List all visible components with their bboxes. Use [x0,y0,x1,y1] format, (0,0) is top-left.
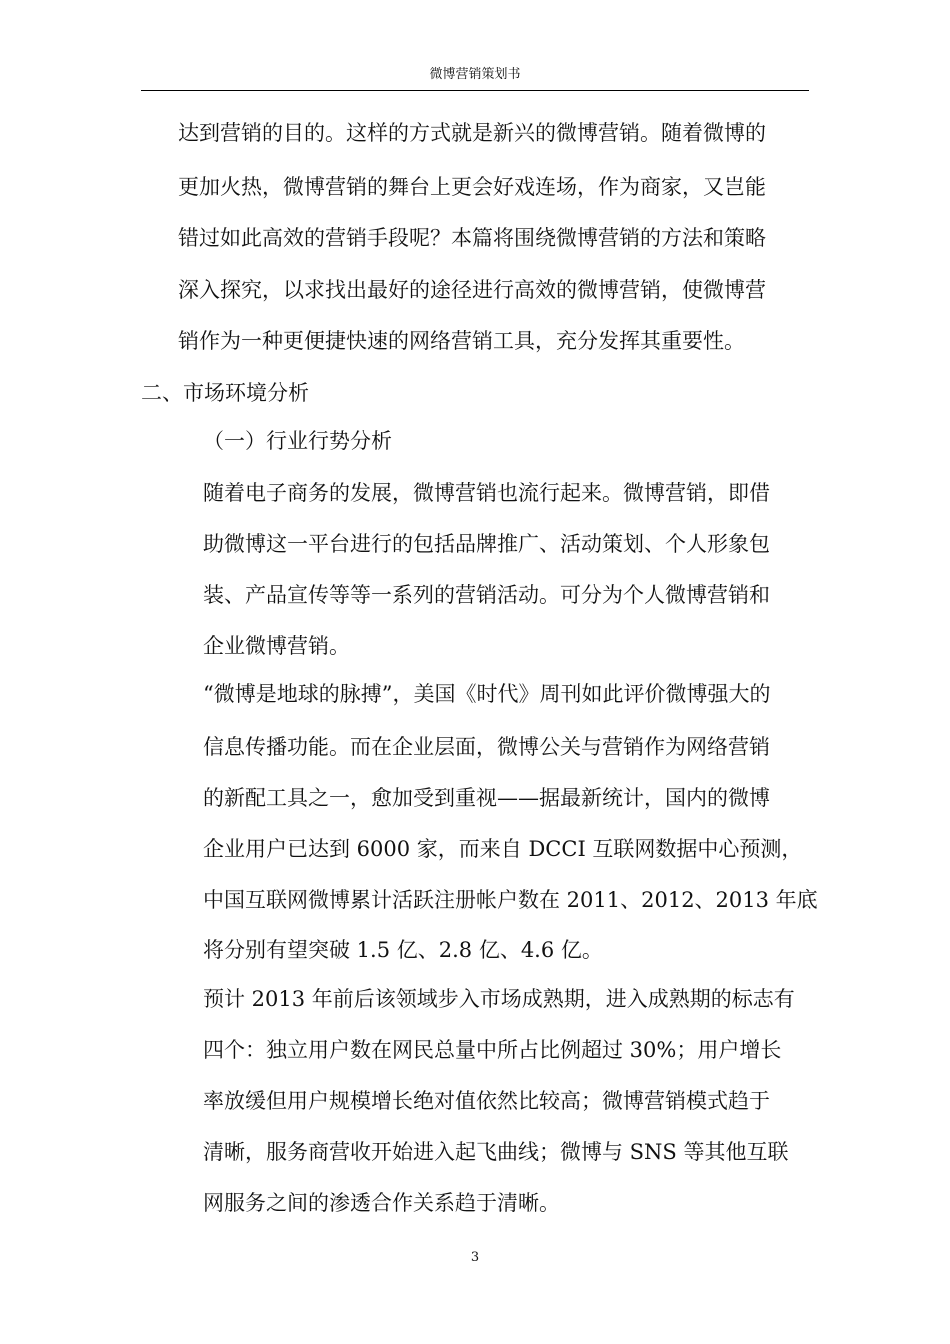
page-number: 3 [470,1250,480,1265]
text-line: 清晰，服务商营收开始进入起飞曲线；微博与 SNS 等其他互联 [203,1140,789,1164]
text-line: 预计 2013 年前后该领域步入市场成熟期，进入成熟期的标志有 [203,987,795,1011]
text-line: 网服务之间的渗透合作关系趋于清晰。 [203,1191,560,1215]
text-line: 将分别有望突破 1.5 亿、2.8 亿、4.6 亿。 [203,938,603,962]
text-line: 随着电子商务的发展，微博营销也流行起来。微博营销，即借 [203,481,770,505]
text-line: 错过如此高效的营销手段呢？本篇将围绕微博营销的方法和策略 [178,226,766,250]
text-line: 更加火热，微博营销的舞台上更会好戏连场，作为商家，又岂能 [178,175,766,199]
text-line: 企业用户已达到 6000 家，而来自 DCCI 互联网数据中心预测， [203,837,803,861]
sub-heading: （一）行业行势分析 [203,429,392,453]
header-title: 微博营销策划书 [429,67,521,82]
text-line: 中国互联网微博累计活跃注册帐户数在 2011、2012、2013 年底 [203,888,818,912]
text-line: 企业微博营销。 [203,634,350,658]
text-line: 助微博这一平台进行的包括品牌推广、活动策划、个人形象包 [203,532,770,556]
text-line: 四个：独立用户数在网民总量中所占比例超过 30%；用户增长 [203,1038,782,1062]
text-line: 销作为一种更便捷快速的网络营销工具，充分发挥其重要性。 [178,329,745,353]
text-line: 的新配工具之一，愈加受到重视——据最新统计，国内的微博 [203,786,770,810]
text-line: 深入探究，以求找出最好的途径进行高效的微博营销，使微博营 [178,278,766,302]
text-line: 达到营销的目的。这样的方式就是新兴的微博营销。随着微博的 [178,121,766,145]
text-line: “微博是地球的脉搏”，美国《时代》周刊如此评价微博强大的 [203,682,771,706]
text-line: 装、产品宣传等等一系列的营销活动。可分为个人微博营销和 [203,583,770,607]
text-line: 信息传播功能。而在企业层面，微博公关与营销作为网络营销 [203,735,770,759]
text-line: 率放缓但用户规模增长绝对值依然比较高；微博营销模式趋于 [203,1089,770,1113]
section-heading: 二、市场环境分析 [141,381,309,405]
page-header [141,62,809,91]
